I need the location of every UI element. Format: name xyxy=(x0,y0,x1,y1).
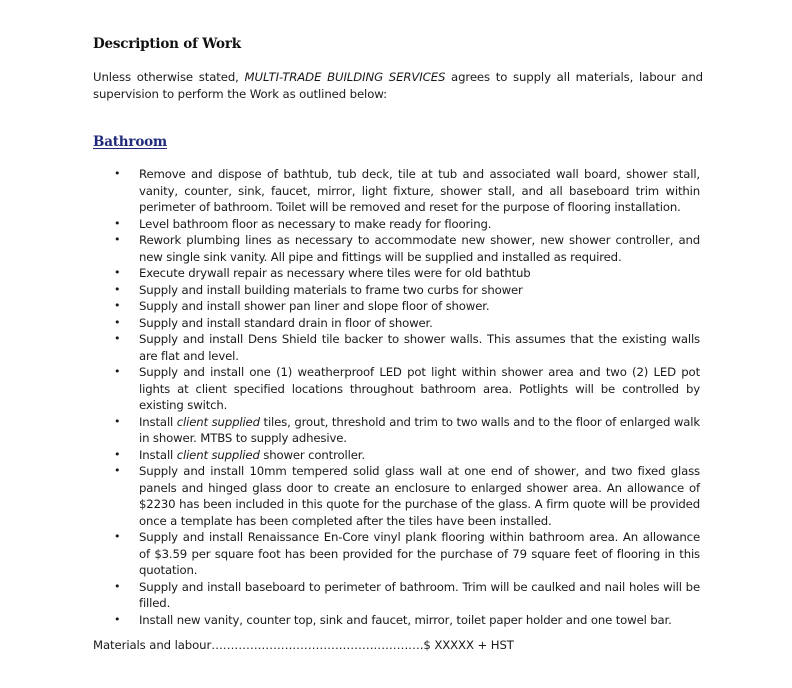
task-text: Supply and install standard drain in floor of shower. xyxy=(139,315,433,330)
task-text: Execute drywall repair as necessary where tiles were for old bathtub xyxy=(139,266,531,280)
list-item xyxy=(114,331,700,364)
list-item xyxy=(114,232,700,265)
intro-prefix: Unless otherwise stated, xyxy=(93,70,245,84)
list-item xyxy=(114,414,700,447)
list-item xyxy=(114,579,700,612)
task-text: Supply and install building materials to frame two curbs for shower xyxy=(139,282,523,297)
task-text-italic: client supplied xyxy=(176,414,260,429)
task-text: Supply and install one (1) weatherproof LED pot light within shower area and two (2) LED pot lights at client specified locations throughout bathroom area. Potlights will be controlled by existing switch. xyxy=(139,365,700,412)
task-text: Supply and install Dens Shield tile backer to shower walls. This assumes that the existing walls are flat and level. xyxy=(139,332,700,363)
task-text: Install xyxy=(139,414,177,429)
list-item xyxy=(114,216,700,233)
bullet-icon: • xyxy=(114,414,121,428)
list-item xyxy=(114,364,700,414)
list-item xyxy=(114,298,700,315)
company-name: MULTI-TRADE BUILDING SERVICES xyxy=(244,70,446,84)
materials-labour-line xyxy=(93,638,514,652)
bullet-icon: • xyxy=(114,233,121,246)
bullet-icon: • xyxy=(114,447,121,461)
list-item xyxy=(114,463,700,529)
bullet-icon: • xyxy=(114,315,121,329)
task-text-continued: tiles, grout, threshold and trim to two walls and to the floor of enlarged walk in shower. MTBS to supply adhesive. xyxy=(139,414,700,445)
bullet-icon: • xyxy=(114,299,121,312)
price-amount: $ XXXXX + HST xyxy=(423,638,514,652)
task-text: Supply and install 10mm tempered solid glass wall at one end of shower, and two fixed glass panels and hinged glass door to create an enclosure to enlarged shower area. An allowance of $2230 has been included in this quote for the purchase of the glass. A firm quote will be provided once a template has been completed after the tiles have been installed. xyxy=(139,464,700,528)
list-item xyxy=(114,315,700,332)
list-item xyxy=(114,265,700,282)
list-item xyxy=(114,166,700,216)
bullet-icon: • xyxy=(114,612,121,626)
list-item xyxy=(114,612,700,629)
bullet-icon: • xyxy=(114,332,121,345)
task-text-continued: shower controller. xyxy=(259,447,365,462)
intro-paragraph xyxy=(93,69,703,102)
page-title: Description of Work xyxy=(93,36,241,52)
task-text: Level bathroom floor as necessary to make ready for flooring. xyxy=(139,216,492,231)
bullet-icon: • xyxy=(114,579,121,593)
bullet-icon: • xyxy=(114,266,121,279)
bullet-icon: • xyxy=(114,167,121,180)
task-text: Supply and install shower pan liner and slope floor of shower. xyxy=(139,299,490,313)
bullet-icon: • xyxy=(114,530,121,543)
bullet-icon: • xyxy=(114,216,121,230)
materials-labour-label: Materials and labour xyxy=(93,638,212,652)
task-text: Rework plumbing lines as necessary to accommodate new shower, new shower controller, and new single sink vanity. All pipe and fittings will be supplied and installed as required. xyxy=(139,233,700,264)
dot-leader: ………………………………………………. xyxy=(211,638,424,652)
list-item xyxy=(114,447,700,464)
task-text: Install new vanity, counter top, sink and faucet, mirror, toilet paper holder and one towel bar. xyxy=(139,612,672,627)
task-text: Supply and install baseboard to perimeter of bathroom. Trim will be caulked and nail holes will be filled. xyxy=(139,579,700,610)
bullet-icon: • xyxy=(114,464,121,477)
list-item xyxy=(114,529,700,579)
task-text: Remove and dispose of bathtub, tub deck, tile at tub and associated wall board, shower stall, vanity, counter, sink, faucet, mirror, light fixture, shower stall, and all baseboard trim within perimeter of bathroom. Toilet will be removed and reset for the purpose of flooring installation. xyxy=(139,167,700,214)
bullet-icon: • xyxy=(114,365,121,378)
section-title-bathroom: Bathroom xyxy=(93,134,168,150)
task-text: Supply and install Renaissance En-Core vinyl plank flooring within bathroom area. An allowance of $3.59 per square foot has been provided for the purchase of 79 square feet of flooring in this quotation. xyxy=(139,530,700,577)
task-text-italic: client supplied xyxy=(176,447,260,462)
intro-suffix: agrees to supply all materials, labour and supervision to perform the Work as outlined below: xyxy=(93,70,703,101)
task-text: Install xyxy=(139,447,177,462)
list-item xyxy=(114,282,700,299)
task-list xyxy=(114,166,700,628)
bullet-icon: • xyxy=(114,282,121,296)
